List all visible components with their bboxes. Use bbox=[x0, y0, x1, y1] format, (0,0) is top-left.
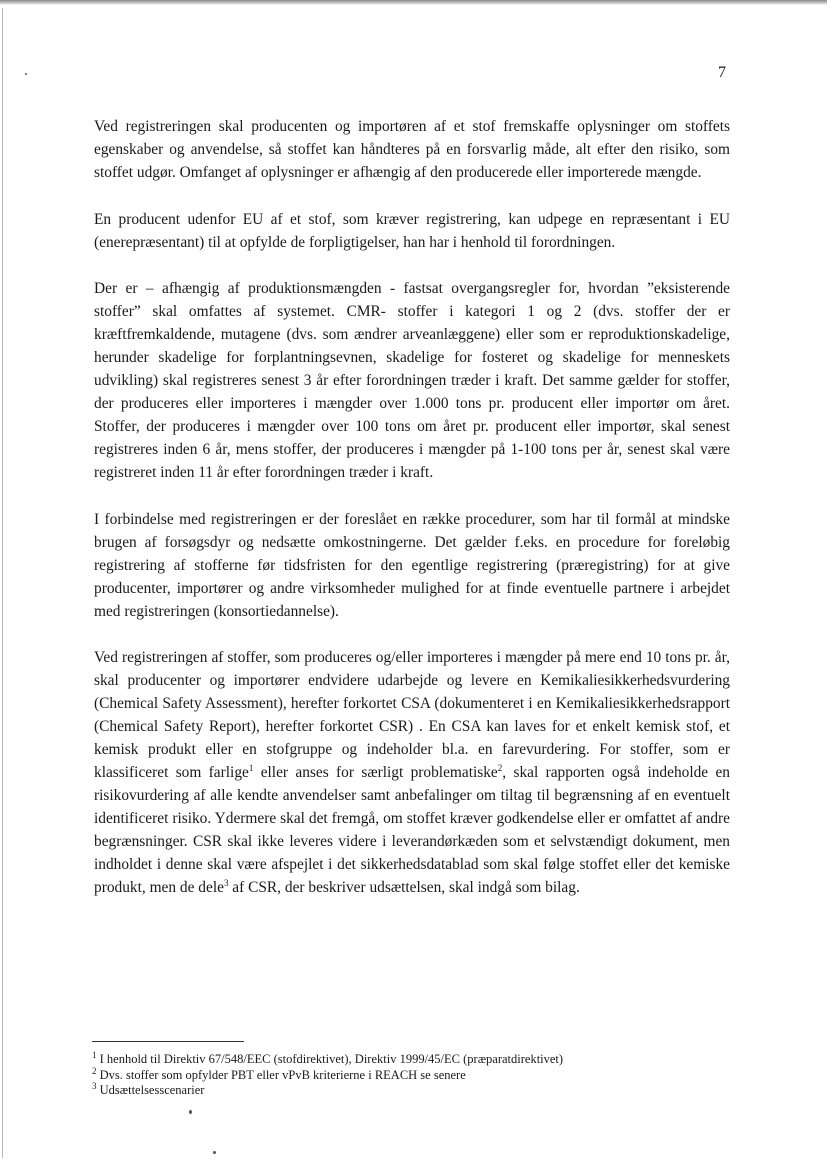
footnote-ref-3: 3 bbox=[223, 877, 229, 888]
scan-top-edge bbox=[0, 0, 827, 5]
scan-left-edge bbox=[2, 8, 3, 1158]
footnote-2: $^2$ Dvs. stoffer som opfylder PBT eller vPvB kriterierne i REACH se senere bbox=[92, 1065, 466, 1082]
footnote-separator bbox=[92, 1041, 244, 1042]
footnote-3: $^3$ Udsættelsesscenarier bbox=[92, 1080, 205, 1097]
footnote-ref-2: 2 bbox=[497, 762, 503, 773]
paragraph-procedures: I forbindelse med registreringen er der foreslået en række procedurer, som har til formål at mindske brugen af forsøgsdyr og nedsætte omkostningerne. Det gælder f.eks. en procedure for foreløbig registrering af stofferne før tidsfristen for den egentlige registrering (præregistring) for at give producenter, importører og andre virksomheder mulighed for at finde eventuelle partnere i arbejdet med registreringen (konsortiedannelse). bbox=[94, 510, 730, 620]
scan-speck bbox=[25, 73, 27, 75]
paragraph-only-representative: En producent udenfor EU af et stof, som kræver registrering, kan udpege en repræsentant i EU (enerepræsentant) til at opfylde de forpligtigelser, han har i henhold til forordningen. bbox=[94, 210, 730, 251]
scan-speck bbox=[189, 1110, 192, 1114]
paragraph-chemical-safety-assessment: Ved registreringen af stoffer, som produceres og/eller importeres i mængder på mere end 10 tons pr. år, skal producenter og importører endvidere udarbejde og levere en Kemikaliesikkerhedsvurdering (Chemical Safety Assessment), herefter forkortet CSA (dokumenteret i en Kemikaliesikkerhedsrapport (Chemical Safety Report), herefter forkortet CSR) . En CSA kan laves for et enkelt kemisk stof, et kemisk produkt eller en stofgruppe og indeholder bl.a. en farevurdering. For stoffer, som er klassificeret som farlige$^1$ eller anses for særligt problematiske$^2$, skal rapporten også indeholde en risikovurdering af alle kendte anvendelser samt anbefalinger om tiltag til begrænsning af en eventuelt identificeret risiko. Ydermere skal det fremgå, om stoffet kræver godkendelse eller er omfattet af andre begrænsninger. CSR skal ikke leveres videre i leverandørkæden som et selvstændigt dokument, men indholdet i denne skal være afspejlet i det sikkerhedsdatablad som skal følge stoffet eller det kemiske produkt, men de dele$^3$ af CSR, der beskriver udsættelsen, skal indgå som bilag. bbox=[94, 649, 730, 896]
body-text bbox=[94, 115, 730, 923]
footnote-1: $^1$ I henhold til Direktiv 67/548/EEC (stofdirektivet), Direktiv 1999/45/EC (præparatdirektivet) bbox=[92, 1049, 564, 1066]
scan-speck bbox=[213, 1151, 216, 1154]
paragraph-transition-rules: Der er – afhængig af produktionsmængden - fastsat overgangsregler for, hvordan ”eksisterende stoffer” skal omfattes af systemet. CMR- stoffer i kategori 1 og 2 (dvs. stoffer der er kræftfremkaldende, mutagene (dvs. som ændrer arveanlæggene) eller som er reproduktionskadelige, herunder skadelige for forplantningsevnen, skadelige for fosteret og skadelige for menneskets udvikling) skal registreres senest 3 år efter forordningen træder i kraft. Det samme gælder for stoffer, der produceres eller importeres i mængder over 1.000 tons pr. producent eller importør om året. Stoffer, der produceres i mængder over 100 tons om året pr. producent eller importør, skal senest registreres inden 6 år, mens stoffer, der produceres i mængder på 1-100 tons per år, senest skal være registreret inden 11 år efter forordningen træder i kraft. bbox=[94, 280, 730, 481]
footnotes bbox=[92, 1049, 692, 1099]
paragraph-registration-info: Ved registreringen skal producenten og importøren af et stof fremskaffe oplysninger om stoffets egenskaber og anvendelse, så stoffet kan håndteres på en forsvarlig måde, alt efter den risiko, som stoffet udgør. Omfanget af oplysninger er afhængig af den producerede eller importerede mængde. bbox=[94, 118, 730, 181]
footnote-ref-1: 1 bbox=[248, 762, 254, 773]
page-number: 7 bbox=[718, 64, 726, 81]
